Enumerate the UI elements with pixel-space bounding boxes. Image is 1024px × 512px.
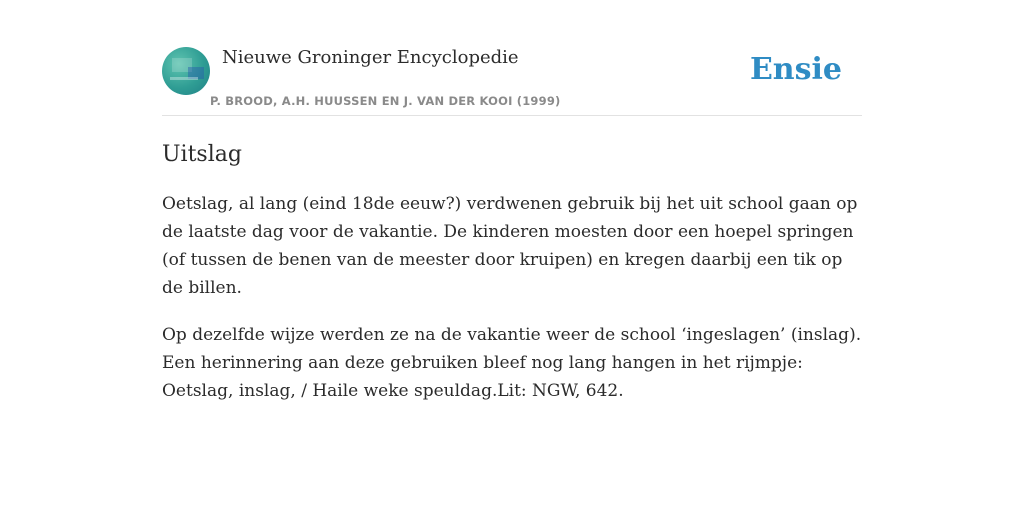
cover-decoration: [170, 77, 198, 80]
entry-paragraph: Op dezelfde wijze werden ze na de vakantie weer de school ‘ingeslagen’ (inslag). Een herinnering aan deze gebruiken bleef nog lang hangen in het rijmpje: Oetslag, inslag, / Haile weke speuldag.Lit: NGW, 642.: [162, 325, 862, 401]
book-title-link[interactable]: Nieuwe Groninger Encyclopedie: [222, 47, 519, 68]
book-authors: P. BROOD, A.H. HUUSSEN EN J. VAN DER KOOI (1999): [210, 94, 561, 108]
book-cover-image[interactable]: [162, 47, 210, 95]
entry-paragraph: Oetslag, al lang (eind 18de eeuw?) verdwenen gebruik bij het uit school gaan op de laatste dag voor de vakantie. De kinderen moesten door een hoepel springen (of tussen de benen van de meester door kruipen) en kregen daarbij een tik op de billen.: [162, 194, 858, 298]
entry-header: [162, 46, 862, 116]
entry-title: Uitslag: [162, 142, 242, 167]
ensie-logo-link[interactable]: Ensie: [749, 52, 842, 87]
page-container: [162, 46, 862, 405]
